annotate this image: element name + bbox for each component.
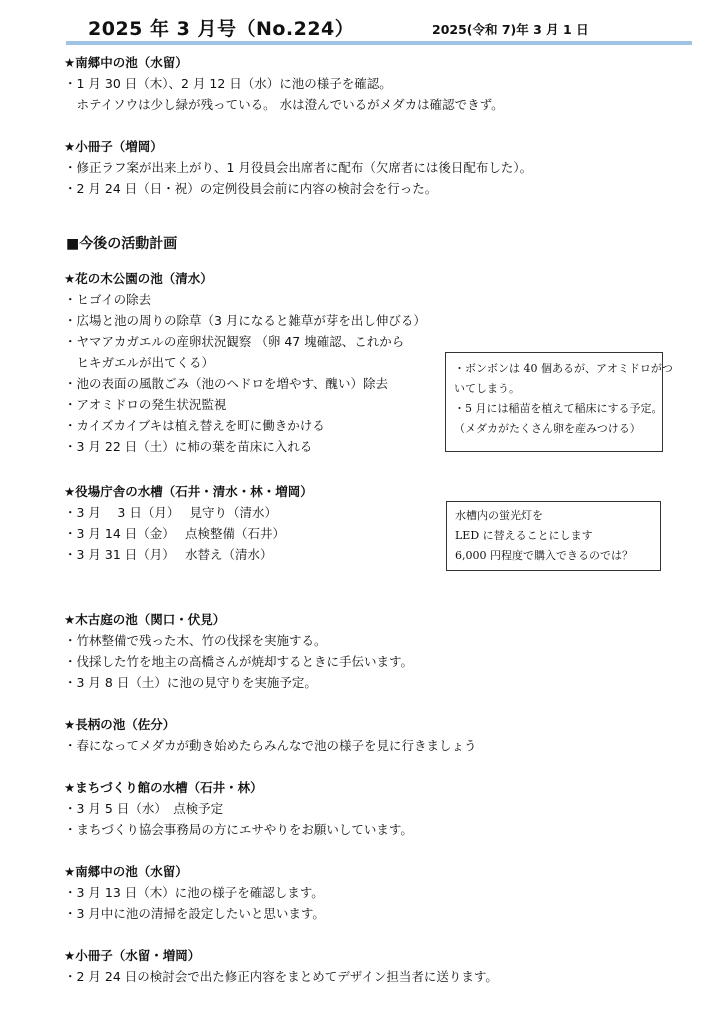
plan-line: ・伐採した竹を地主の高橋さんが焼却するときに手伝います。 (64, 654, 414, 669)
plan-heading: ★南郷中の池（水留） (64, 864, 188, 879)
report-heading: ★小冊子（増岡） (64, 139, 163, 154)
plan-line: ・3 月 13 日（木）に池の様子を確認します。 (64, 885, 324, 900)
plan-line: ・3 月 31 日（月） 水替え（清水） (64, 547, 273, 562)
page-title: 2025 年 3 月号（No.224） (88, 18, 355, 40)
plan-line: ・カイズカイブキは植え替えを町に働きかける (64, 418, 325, 433)
note-line: いてしまう。 (454, 382, 520, 395)
note-box-tank (446, 501, 661, 571)
note-line: LED に替えることにします (455, 529, 593, 542)
plan-town-hall-tank (64, 481, 313, 565)
plan-line: ・池の表面の風散ごみ（池のヘドロを増やす、醜い）除去 (64, 376, 389, 391)
plan-nagae-pond (64, 714, 477, 756)
plan-line: ・3 月 14 日（金） 点検整備（石井） (64, 526, 286, 541)
plan-line: ・3 月中に池の清掃を設定したいと思います。 (64, 906, 325, 921)
note-line: ・ボンボンは 40 個あるが、アオミドロがつ (454, 362, 673, 375)
plan-heading: ★小冊子（水留・増岡） (64, 948, 201, 963)
plan-line: ・アオミドロの発生状況監視 (64, 397, 227, 412)
note-line: 水槽内の蛍光灯を (455, 509, 543, 522)
plan-line: ・3 月 8 日（土）に池の見守りを実施予定。 (64, 675, 317, 690)
plan-line: ・3 月 22 日（土）に柿の葉を苗床に入れる (64, 439, 313, 454)
plan-line: ・竹林整備で残った木、竹の伐採を実施する。 (64, 633, 327, 648)
plan-line: ・3 月 3 日（月） 見守り（清水） (64, 505, 278, 520)
issue-date: 2025(令和 7)年 3 月 1 日 (432, 22, 589, 37)
plan-heading: ★木古庭の池（関口・伏見） (64, 612, 226, 627)
section-heading-future-plans: ■今後の活動計画 (66, 236, 178, 252)
plan-line: ・まちづくり協会事務局の方にエサやりをお願いしています。 (64, 822, 413, 837)
plan-heading: ★花の木公園の池（清水） (64, 271, 213, 286)
report-line: ・2 月 24 日（日・祝）の定例役員会前に内容の検討会を行った。 (64, 181, 438, 196)
plan-kogoba-pond (64, 609, 413, 693)
report-line: ・修正ラフ案が出来上がり、1 月役員会出席者に配布（欠席者には後日配布した）。 (64, 160, 533, 175)
plan-line: ・広場と池の周りの除草（3 月になると雑草が芽を出し伸びる） (64, 313, 426, 328)
plan-line: ヒキガエルが出てくる） (64, 355, 215, 370)
plan-line: ・春になってメダカが動き始めたらみんなで池の様子を見に行きましょう (64, 738, 477, 753)
report-heading: ★南郷中の池（水留） (64, 55, 188, 70)
plan-nangochu-pond (64, 861, 325, 924)
plan-heading: ★長柄の池（佐分） (64, 717, 176, 732)
note-line: 6,000 円程度で購入できるのでは？ (455, 549, 633, 562)
note-line: ・5 月には稲苗を植えて稲床にする予定。 (454, 402, 663, 415)
note-box-pond (445, 352, 673, 452)
header-divider (66, 41, 692, 45)
report-line: ・1 月 30 日（木）、2 月 12 日（水）に池の様子を確認。 (64, 76, 392, 91)
report-booklet (64, 136, 532, 199)
plan-booklet (64, 945, 498, 987)
plan-heading: ★まちづくり館の水槽（石井・林） (64, 780, 263, 795)
plan-machizukuri-tank (64, 777, 413, 840)
report-line: ホテイソウは少し緑が残っている。 水は澄んでいるがメダカは確認できず。 (64, 97, 504, 112)
report-nangochu-pond (64, 52, 504, 115)
note-line: （メダカがたくさん卵を産みつける） (454, 422, 641, 435)
plan-hananoki-park-pond (64, 268, 426, 457)
plan-heading: ★役場庁舎の水槽（石井・清水・林・増岡） (64, 484, 313, 499)
plan-line: ・3 月 5 日（水） 点検予定 (64, 801, 224, 816)
plan-line: ・2 月 24 日の検討会で出た修正内容をまとめてデザイン担当者に送ります。 (64, 969, 498, 984)
plan-line: ・ヒゴイの除去 (64, 292, 152, 307)
plan-line: ・ヤマアカガエルの産卵状況観察 （卵 47 塊確認、これから (64, 334, 405, 349)
